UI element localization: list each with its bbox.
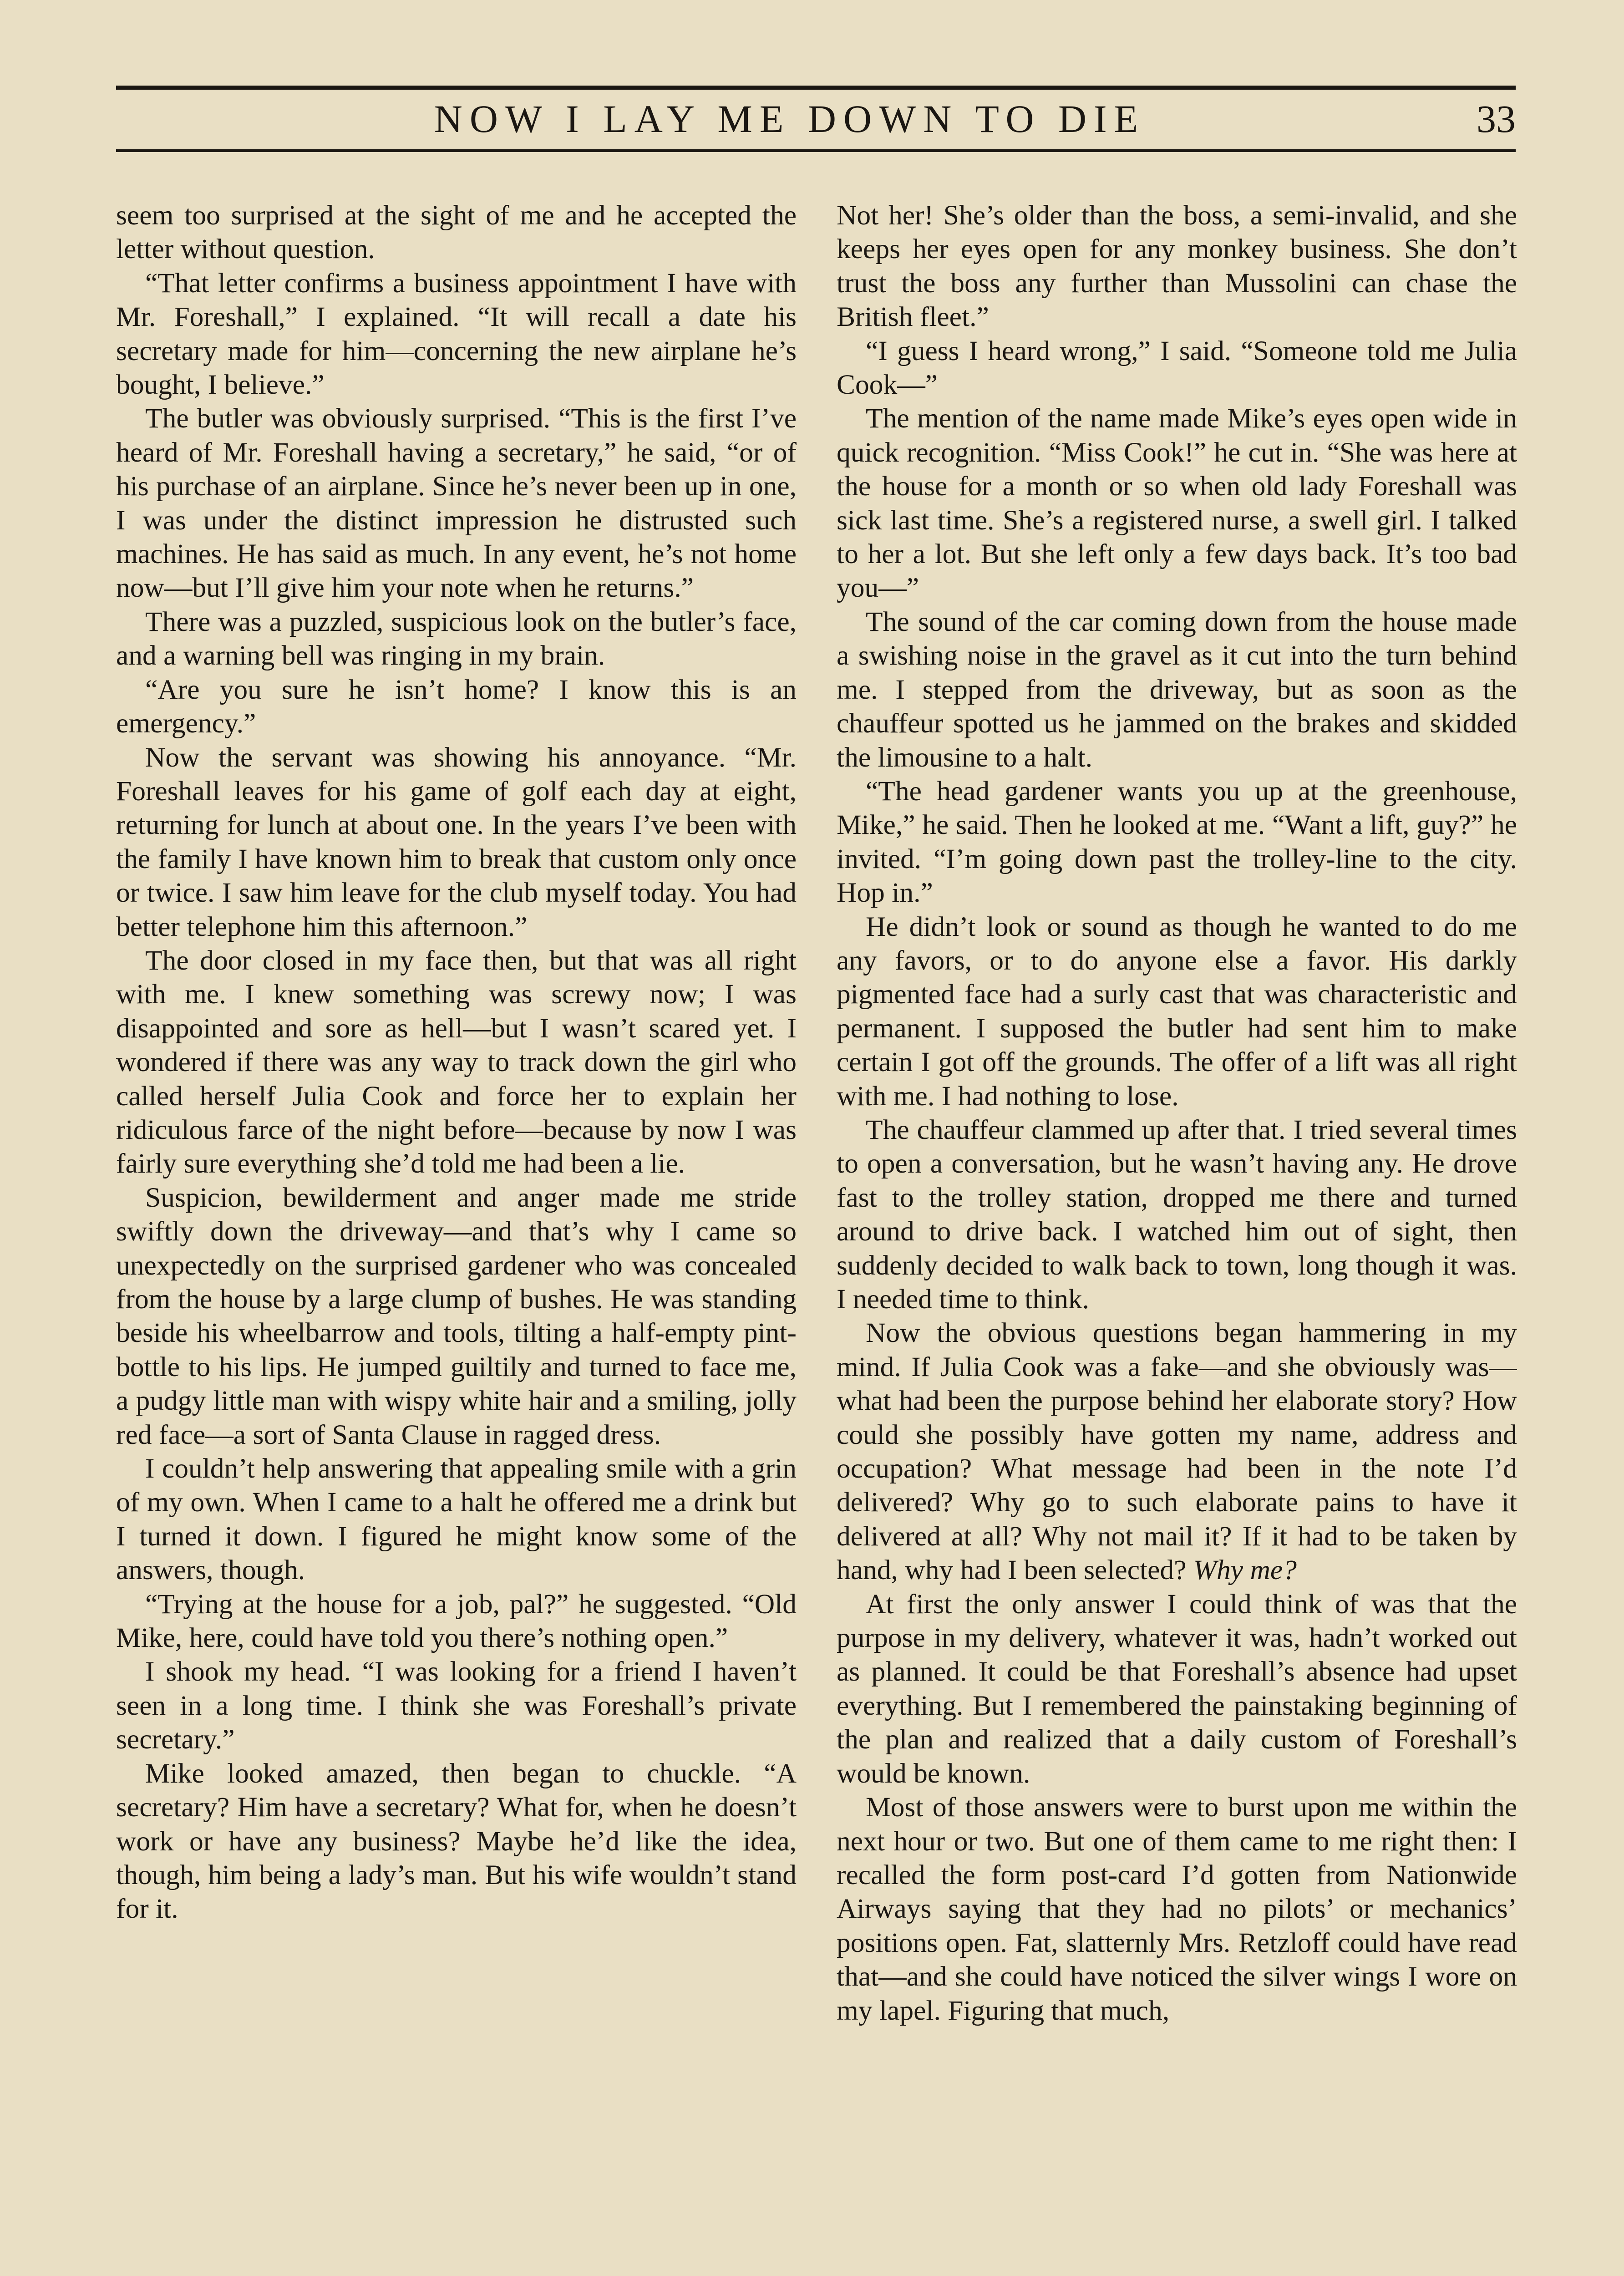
paragraph: The mention of the name made Mike’s eyes open wide in quick recognition. “Miss Cook!” he cut in. “She was here at the house for a month or so when old lady Foreshall was sick last time. She’s a registered nurse, a swell girl. I talked to her a lot. But she left only a few days back. It’s too bad you—”: [837, 403, 1517, 604]
left-column: [116, 198, 797, 2276]
paragraph: Now the servant was showing his annoyance. “Mr. Foreshall leaves for his game of golf each day at eight, returning for lunch at about one. In the years I’ve been with the family I have known him to break that custom only once or twice. I saw him leave for the club myself today. You had better telephone him this afternoon.”: [116, 742, 797, 942]
paragraph: “That letter confirms a business appointment I have with Mr. Foreshall,” I explained. “It will recall a date his secretary made for him—concerning the new airplane he’s bought, I believe.”: [116, 267, 797, 401]
paragraph: The sound of the car coming down from the house made a swishing noise in the gravel as it cut into the turn behind me. I stepped from the driveway, but as soon as the chauffeur spotted us he jammed on the brakes and skidded the limousine to a halt.: [837, 606, 1517, 773]
paragraph: The chauffeur clammed up after that. I tried several times to open a conversation, but he wasn’t having any. He drove fast to the trolley station, dropped me there and turned around to drive back. I watched him out of sight, then suddenly decided to walk back to town, long though it was. I needed time to think.: [837, 1114, 1517, 1315]
paragraph: The butler was obviously surprised. “This is the first I’ve heard of Mr. Foreshall having a secretary,” he said, “or of his purchase of an airplane. Since he’s never been up in one, I was under the distinct impression he distrusted such machines. He has said as much. In any event, he’s not home now—but I’ll give him your note when he returns.”: [116, 403, 797, 604]
paragraph: Most of those answers were to burst upon me within the next hour or two. But one of them came to me right then: I recalled the form post-card I’d gotten from Nationwide Airways saying that they had no pilots’ or mechanics’ positions open. Fat, slatternly Mrs. Retzloff could have read that—and she could have noticed the silver wings I wore on my lapel. Figuring that much,: [837, 1792, 1517, 2026]
header-rule-top: [116, 86, 1516, 90]
paragraph: Not her! She’s older than the boss, a semi-invalid, and she keeps her eyes open for any monkey business. She don’t trust the boss any further than Mussolini can chase the British fleet.”: [837, 200, 1517, 333]
paragraph: The door closed in my face then, but that was all right with me. I knew something was screwy now; I was disappointed and sore as hell—but I wasn’t scared yet. I wondered if there was any way to track down the girl who called herself Julia Cook and force her to explain her ridiculous farce of the night before—because by now I was fairly sure everything she’d told me had been a lie.: [116, 945, 797, 1179]
paragraph: [837, 1316, 1517, 1587]
paragraph: He didn’t look or sound as though he wanted to do me any favors, or to do anyone else a favor. His darkly pigmented face had a surly cast that was characteristic and permanent. I supposed the butler had sent him to make certain I got off the grounds. The offer of a lift was all right with me. I had nothing to lose.: [837, 911, 1517, 1112]
paragraph: seem too surprised at the sight of me and he accepted the letter without question.: [116, 200, 797, 265]
paragraph: At first the only answer I could think of was that the purpose in my delivery, whatever it was, hadn’t worked out as planned. It could be that Foreshall’s absence had upset everything. But I remembered the painstaking beginning of the plan and realized that a daily custom of Foreshall’s would be known.: [837, 1588, 1517, 1789]
paragraph: “I guess I heard wrong,” I said. “Someone told me Julia Cook—”: [837, 335, 1517, 401]
running-title: NOW I LAY ME DOWN TO DIE: [434, 97, 1146, 141]
paragraph: There was a puzzled, suspicious look on the butler’s face, and a warning bell was ringing in my brain.: [116, 606, 797, 671]
paragraph: Mike looked amazed, then began to chuckle. “A secretary? Him have a secretary? What for, when he doesn’t work or have any business? Maybe he’d like the idea, though, him being a lady’s man. But his wife wouldn’t stand for it.: [116, 1758, 797, 1925]
paragraph: “The head gardener wants you up at the greenhouse, Mike,” he said. Then he looked at me. “Want a lift, guy?” he invited. “I’m going down past the trolley-line to the city. Hop in.”: [837, 775, 1517, 909]
paragraph: “Are you sure he isn’t home? I know this is an emergency.”: [116, 674, 797, 739]
paragraph: Suspicion, bewilderment and anger made me stride swiftly down the driveway—and that’s why I came so unexpectedly on the surprised gardener who was concealed from the house by a large clump of bushes. He was standing beside his wheelbarrow and tools, tilting a half-empty pint-bottle to his lips. He jumped guiltily and turned to face me, a pudgy little man with wispy white hair and a smiling, jolly red face—a sort of Santa Clause in ragged dress.: [116, 1182, 797, 1450]
header-rule-bottom: [116, 149, 1516, 152]
paragraph: “Trying at the house for a job, pal?” he suggested. “Old Mike, here, could have told you there’s nothing open.”: [116, 1588, 797, 1654]
emphasis-why-me: Why me?: [1193, 1555, 1297, 1586]
paragraph: I shook my head. “I was looking for a friend I haven’t seen in a long time. I think she was Foreshall’s private secretary.”: [116, 1656, 797, 1755]
paragraph: I couldn’t help answering that appealing smile with a grin of my own. When I came to a halt he offered me a drink but I turned it down. I figured he might know some of the answers, though.: [116, 1453, 797, 1586]
right-column: [837, 198, 1517, 2276]
paragraph-text: Now the obvious questions began hammering in my mind. If Julia Cook was a fake—and she obviously was—what had been the purpose behind her elaborate story? How could she possibly have gotten my name, address and occupation? What message had been in the note I’d delivered? Why go to such elaborate pains to have it delivered at all? Why not mail it? If it had to be taken by hand, why had I been selected?: [837, 1317, 1517, 1586]
page-number: 33: [1477, 97, 1516, 141]
